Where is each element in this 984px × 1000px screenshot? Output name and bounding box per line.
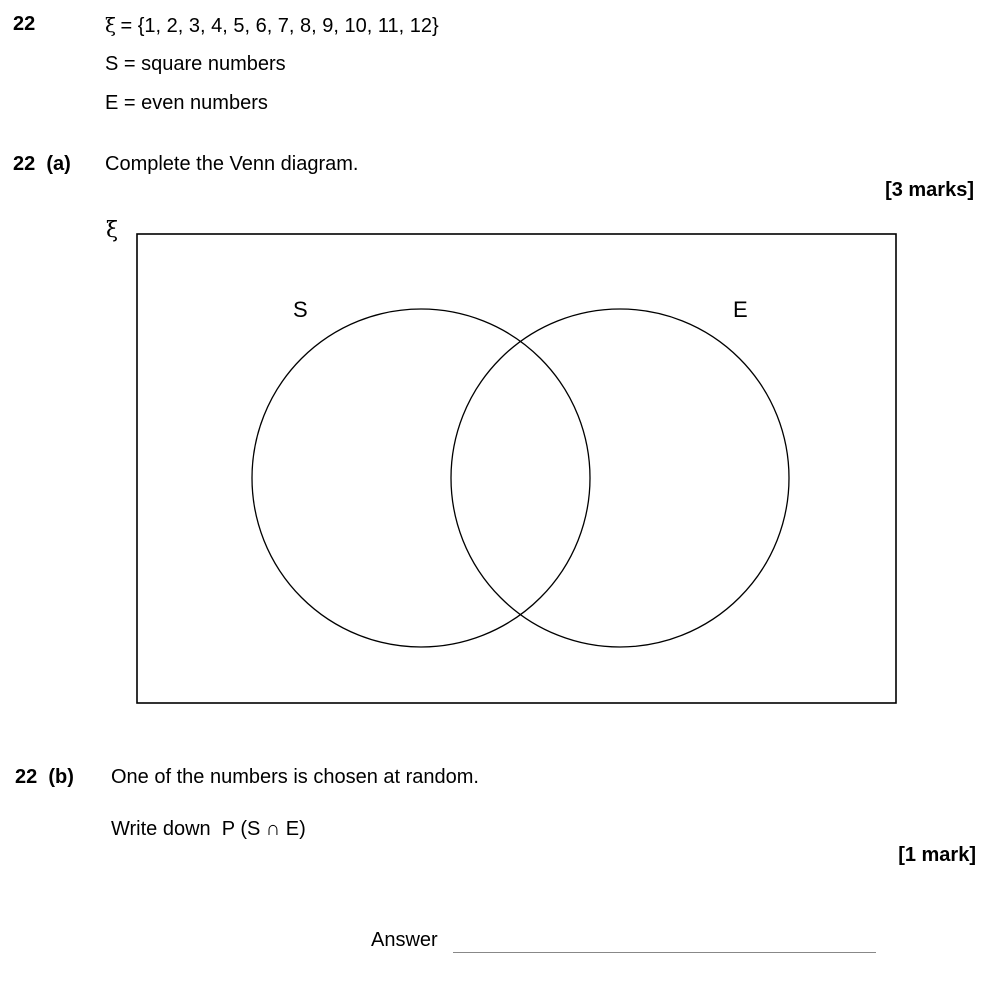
part-b-number bbox=[15, 766, 74, 789]
definition-s: S = square numbers bbox=[105, 53, 286, 75]
universal-set-rectangle[interactable] bbox=[137, 234, 896, 703]
set-e-circle[interactable] bbox=[451, 309, 789, 647]
set-e-label: E bbox=[733, 297, 748, 322]
part-a-label: (a) bbox=[46, 153, 71, 175]
xi-symbol: ξ bbox=[105, 13, 117, 37]
question-number: 22 bbox=[13, 13, 36, 35]
part-b-line2: Write down P (S ∩ E) bbox=[111, 818, 306, 840]
part-b-qnum: 22 bbox=[15, 766, 38, 788]
part-b-marks: [1 mark] bbox=[898, 844, 976, 866]
part-a-prompt: Complete the Venn diagram. bbox=[105, 153, 359, 175]
part-b-label: (b) bbox=[48, 766, 74, 788]
part-b-line1: One of the numbers is chosen at random. bbox=[111, 766, 479, 788]
answer-label: Answer bbox=[371, 929, 438, 951]
venn-universal-label: ξ bbox=[106, 218, 119, 243]
definition-e: E = even numbers bbox=[105, 92, 268, 114]
universal-set-values: = {1, 2, 3, 4, 5, 6, 7, 8, 9, 10, 11, 12} bbox=[120, 15, 439, 37]
part-a-qnum: 22 bbox=[13, 153, 36, 175]
set-s-circle[interactable] bbox=[252, 309, 590, 647]
answer-line[interactable] bbox=[453, 952, 876, 953]
part-a-marks: [3 marks] bbox=[885, 179, 974, 201]
set-s-label: S bbox=[293, 297, 308, 322]
